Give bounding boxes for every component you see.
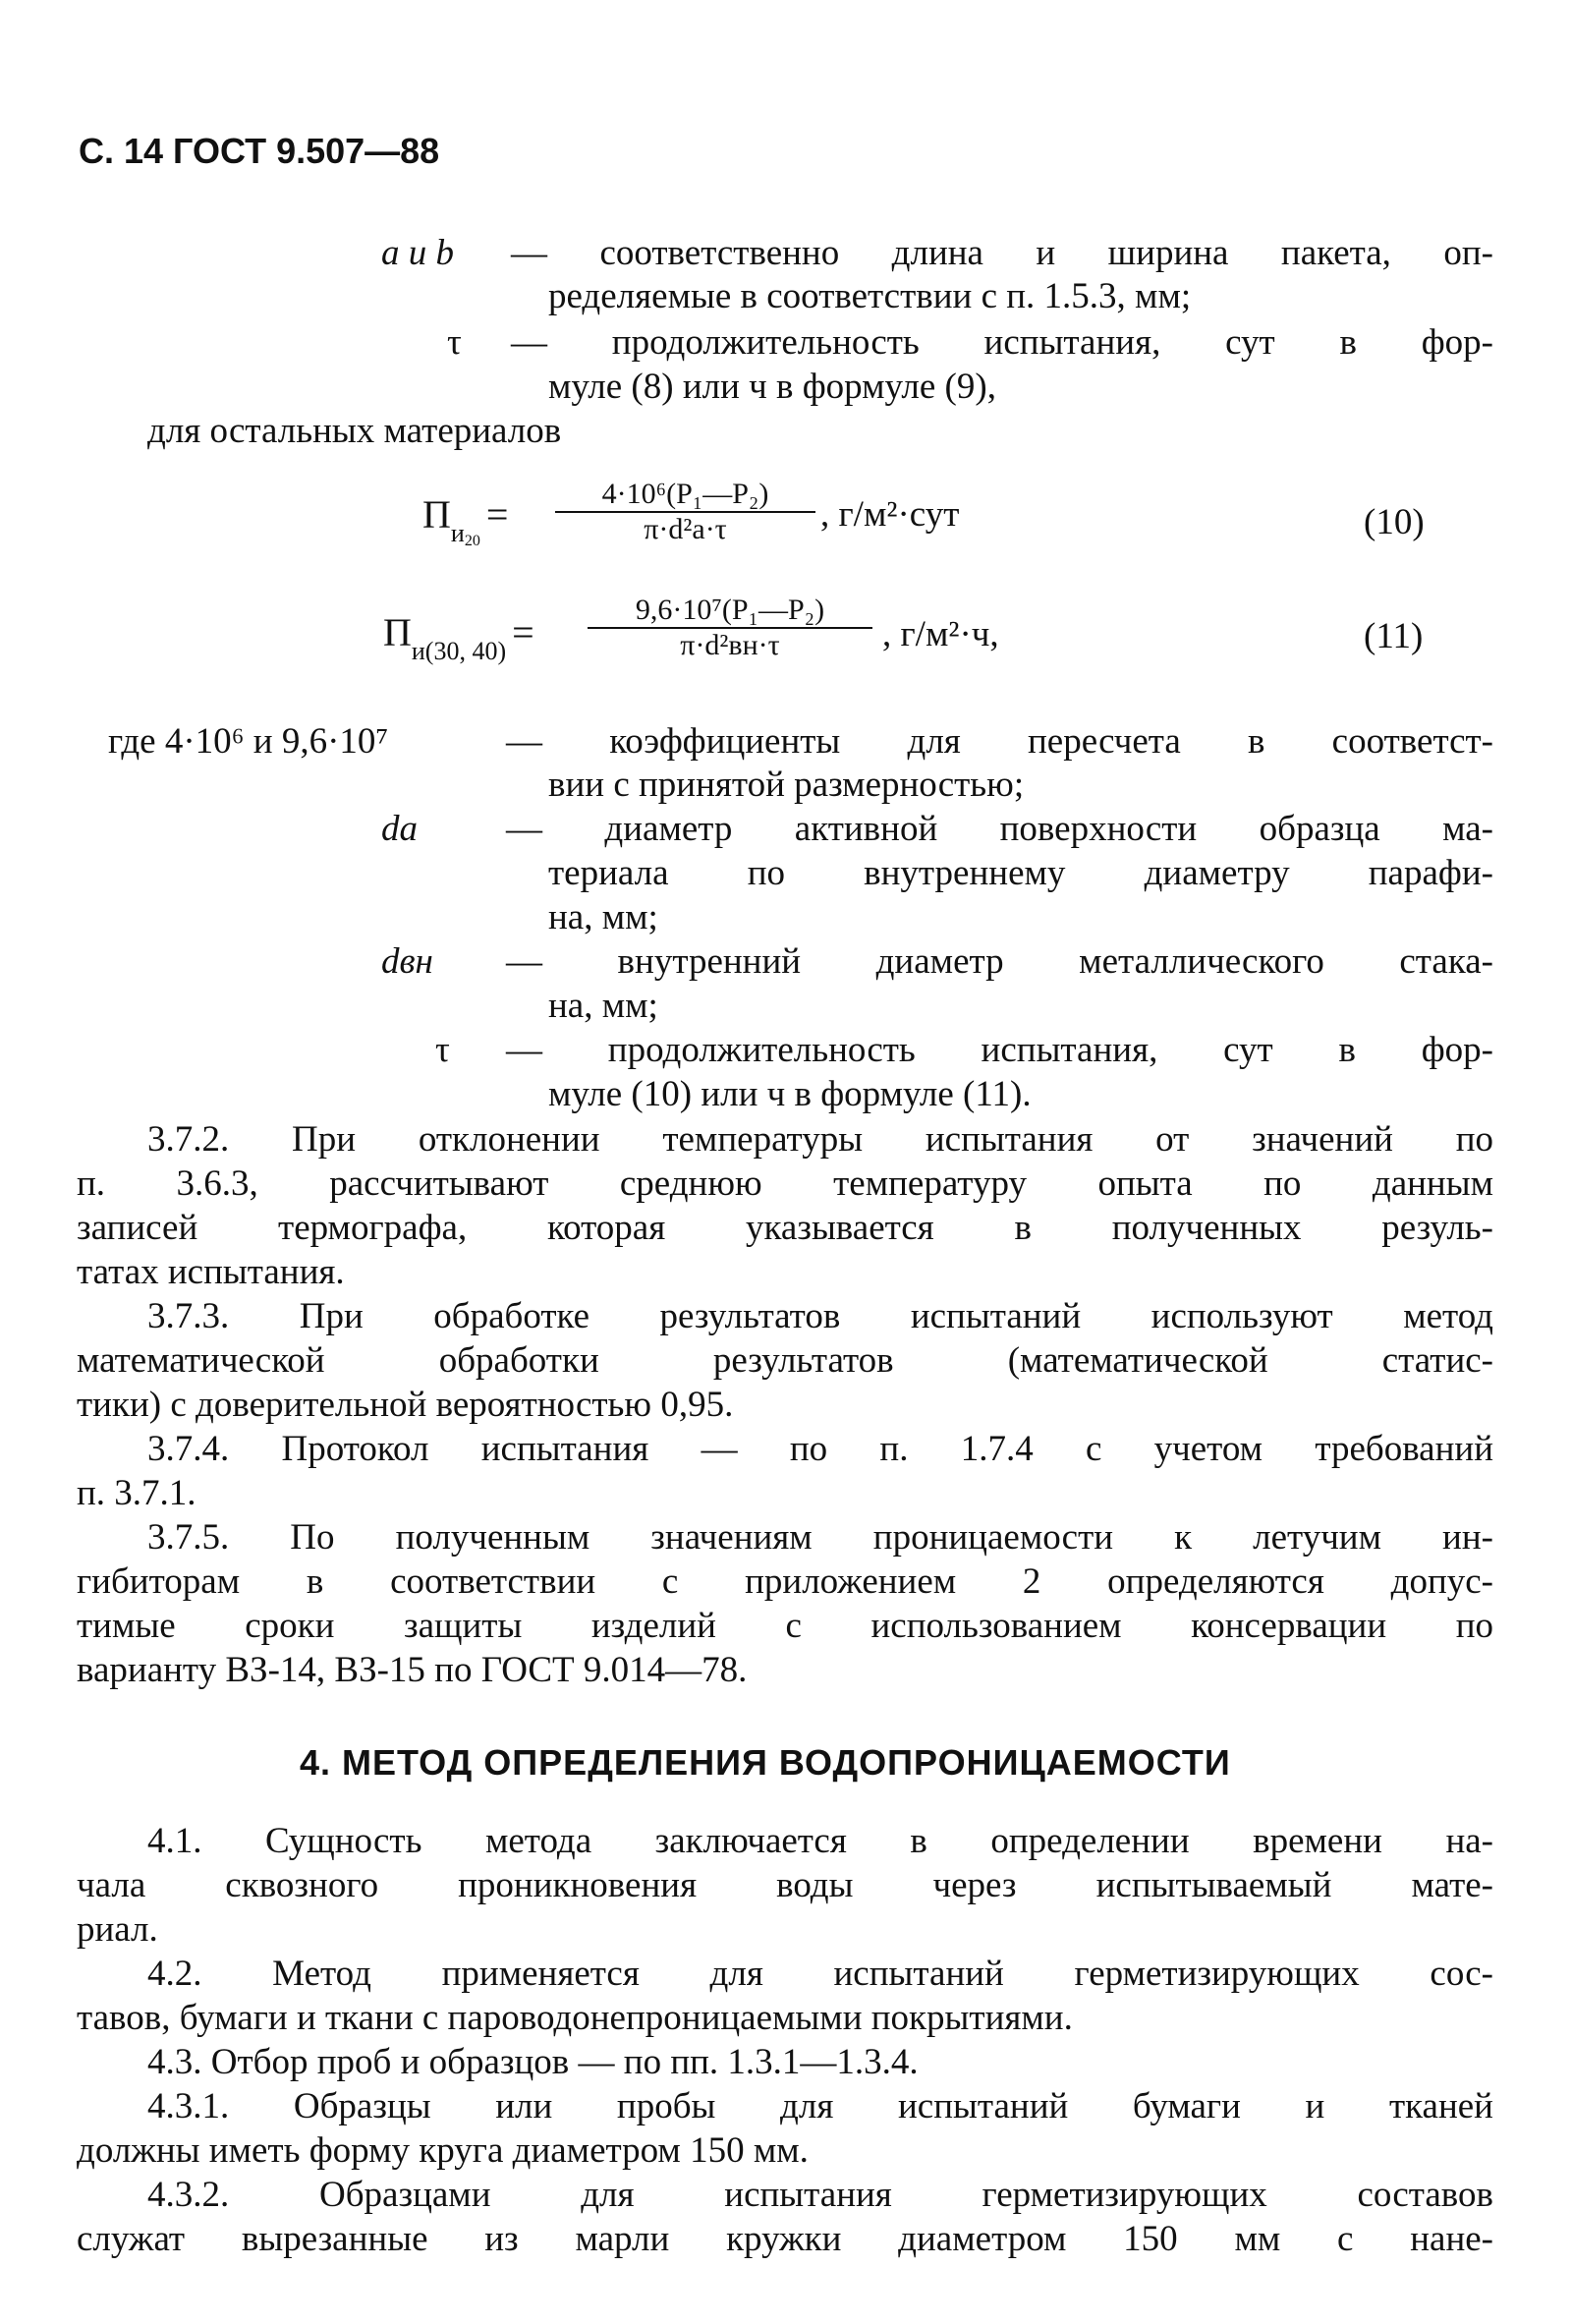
text-line: записей термографа, которая указывается в полученных резуль- — [77, 1208, 1493, 1248]
formula-unit: , г/м²·ч, — [882, 614, 999, 654]
formula-lhs: П — [422, 492, 451, 537]
def-line: муле (10) или ч в формуле (11). — [548, 1074, 1032, 1114]
def-line: — продолжительность испытания, сут в фор- — [506, 1030, 1493, 1070]
def-line: — соответственно длина и ширина пакета, оп- — [511, 233, 1493, 273]
def-line: на, мм; — [548, 897, 658, 937]
text-line: п. 3.7.1. — [77, 1473, 196, 1513]
def-line: муле (8) или ч в формуле (9), — [548, 367, 996, 407]
text-line: 4.3.2. Образцами для испытания герметизирующих составов — [147, 2175, 1493, 2215]
text-line: 4.1. Сущность метода заключается в определении времени на- — [147, 1821, 1493, 1861]
def-line: — диаметр активной поверхности образца ма- — [506, 809, 1493, 849]
text-line: 4.3. Отбор проб и образцов — по пп. 1.3.1—1.3.4. — [147, 2042, 919, 2082]
text-line: 3.7.5. По полученным значениям проницаемости к летучим ин- — [147, 1517, 1493, 1558]
formula-number: (11) — [1364, 616, 1424, 656]
text-line: математической обработки результатов (математической статис- — [77, 1340, 1493, 1381]
formula-lhs-subsub: 20 — [464, 533, 480, 549]
def-line: — продолжительность испытания, сут в фор- — [511, 322, 1493, 363]
text-line: должны иметь форму круга диаметром 150 мм. — [77, 2130, 809, 2171]
text-line: чала сквозного проникновения воды через испытываемый мате- — [77, 1865, 1493, 1905]
def-term-da: dа — [381, 809, 418, 849]
formula-equals: = — [512, 610, 534, 654]
text-line: тики) с доверительной вероятностью 0,95. — [77, 1385, 734, 1425]
def-line: териала по внутреннему диаметру парафи- — [548, 853, 1493, 893]
formula-lhs-sub: и — [450, 519, 465, 547]
numerator: 4·10⁶(P₁—P₂) — [601, 478, 769, 510]
fraction — [555, 478, 815, 546]
text-line: 3.7.2. При отклонении температуры испытания от значений по — [147, 1119, 1493, 1160]
text-line: 4.2. Метод применяется для испытаний герметизирующих сос- — [147, 1954, 1493, 1994]
text-line: тимые сроки защиты изделий с использованием консервации по — [77, 1606, 1493, 1646]
text-line: гибиторам в соответствии с приложением 2 определяются допус- — [77, 1561, 1493, 1602]
def-term-dvn: dвн — [381, 941, 433, 982]
def-line: — коэффициенты для пересчета в соответст- — [506, 721, 1493, 762]
formula-equals: = — [485, 492, 509, 537]
page-header: С. 14 ГОСТ 9.507—88 — [79, 131, 440, 171]
numerator: 9,6·10⁷(P₁—P₂) — [635, 594, 825, 626]
denominator: π·d²a·τ — [644, 513, 727, 545]
fraction — [588, 594, 872, 662]
other-materials-text: для остальных материалов — [147, 411, 562, 451]
text-line: риал. — [77, 1909, 158, 1950]
text-line: 4.3.1. Образцы или пробы для испытаний бумаги и тканей — [147, 2086, 1493, 2126]
def-line: ределяемые в соответствии с п. 1.5.3, мм; — [548, 276, 1192, 316]
def-term-coefficients: где 4·10⁶ и 9,6·10⁷ — [108, 721, 389, 762]
text-line: тавов, бумаги и ткани с пароводонепроницаемыми покрытиями. — [77, 1998, 1073, 2038]
section-title: 4. МЕТОД ОПРЕДЕЛЕНИЯ ВОДОПРОНИЦАЕМОСТИ — [300, 1742, 1231, 1783]
denominator: π·d²вн·τ — [680, 629, 780, 661]
def-line: — внутренний диаметр металлического стака- — [506, 941, 1493, 982]
formula-number: (10) — [1364, 502, 1425, 542]
def-line: вии с принятой размерностью; — [548, 765, 1025, 805]
text-line: татах испытания. — [77, 1252, 345, 1292]
text-line: 3.7.3. При обработке результатов испытаний используют метод — [147, 1296, 1493, 1336]
formula-lhs: П — [383, 610, 412, 654]
def-term-a-b: a и b — [381, 233, 454, 273]
formula-lhs-sub: и(30, 40) — [411, 637, 507, 665]
def-line: на, мм; — [548, 986, 658, 1026]
text-line: 3.7.4. Протокол испытания — по п. 1.7.4 с учетом требований — [147, 1429, 1493, 1469]
text-line: служат вырезанные из марли кружки диаметром 150 мм с нане- — [77, 2219, 1493, 2259]
def-term-tau: τ — [435, 1030, 450, 1070]
text-line: п. 3.6.3, рассчитывают среднюю температуру опыта по данным — [77, 1163, 1493, 1204]
def-term-tau: τ — [447, 322, 462, 363]
text-line: варианту ВЗ-14, ВЗ-15 по ГОСТ 9.014—78. — [77, 1650, 748, 1690]
formula-unit: , г/м²·сут — [820, 494, 960, 535]
